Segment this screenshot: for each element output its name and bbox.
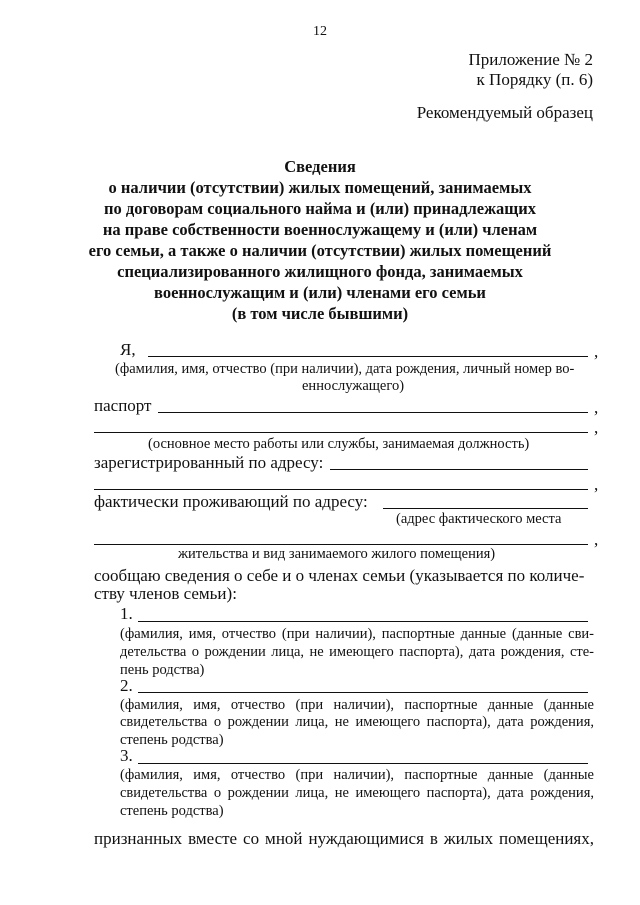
member-number: 3. [120, 746, 133, 765]
actual-address-hint: жительства и вид занимаемого жилого помещения) [178, 546, 496, 562]
member-hint: степень родства) [120, 803, 224, 819]
actual-address-field-line-2[interactable] [94, 544, 588, 545]
member-number: 2. [120, 676, 133, 695]
passport-field-line[interactable] [158, 412, 588, 413]
comma: , [594, 475, 599, 494]
member-hint: (фамилия, имя, отчество (при наличии), паспортные данные (данные сви- [120, 626, 594, 642]
fullname-hint: (фамилия, имя, отчество (при наличии), дата рождения, личный номер во- [115, 361, 575, 377]
title-line: его семьи, а также о наличии (отсутствии) жилых помещений [88, 241, 552, 260]
registered-address-label: зарегистрированный по адресу: [94, 453, 324, 472]
member-hint: свидетельства о рождении лица, не имеющего паспорта), дата рождения, [120, 714, 594, 730]
title-line: по договорам социального найма и (или) принадлежащих [104, 199, 536, 218]
i-label: Я, [120, 340, 136, 359]
workplace-hint: (основное место работы или службы, занимаемая должность) [148, 436, 530, 452]
member-hint: (фамилия, имя, отчество (при наличии), паспортные данные (данные [120, 767, 594, 783]
report-statement: сообщаю сведения о себе и о членах семьи (указывается по количе- [94, 566, 585, 585]
title-line: (в том числе бывшими) [231, 304, 409, 323]
comma: , [594, 342, 599, 361]
member-hint: пень родства) [120, 662, 205, 678]
member-hint: детельства о рождении лица, не имеющего паспорта), дата рождения, сте- [120, 644, 594, 660]
member-2-field-line[interactable] [138, 692, 588, 693]
member-hint: степень родства) [120, 732, 224, 748]
comma: , [594, 418, 599, 437]
comma: , [594, 530, 599, 549]
title-line: на праве собственности военнослужащему и (или) членам [102, 220, 538, 239]
document-title: Сведения [284, 157, 356, 176]
comma: , [594, 398, 599, 417]
title-line: военнослужащим и (или) членами его семьи [154, 283, 486, 302]
member-hint: (фамилия, имя, отчество (при наличии), паспортные данные (данные [120, 697, 594, 713]
report-statement: ству членов семьи): [94, 584, 237, 603]
member-1-field-line[interactable] [138, 621, 588, 622]
workplace-field-line[interactable] [94, 432, 588, 433]
member-3-field-line[interactable] [138, 763, 588, 764]
passport-label: паспорт [94, 396, 152, 415]
title-line: специализированного жилищного фонда, занимаемых [117, 262, 523, 281]
sample-label: Рекомендуемый образец [416, 103, 593, 122]
registered-address-field-line[interactable] [330, 469, 588, 470]
fullname-hint: еннослужащего) [302, 378, 405, 394]
appendix-reference: к Порядку (п. 6) [476, 70, 593, 89]
member-number: 1. [120, 604, 133, 623]
registered-address-field-line-2[interactable] [94, 489, 588, 490]
member-hint: свидетельства о рождении лица, не имеющего паспорта), дата рождения, [120, 785, 594, 801]
appendix-title: Приложение № 2 [468, 50, 593, 69]
page-number: 12 [313, 24, 327, 39]
fullname-field-line[interactable] [148, 356, 588, 357]
closing-statement: признанных вместе со мной нуждающимися в жилых помещениях, [94, 829, 594, 848]
actual-address-field-line[interactable] [383, 508, 588, 509]
actual-address-hint: (адрес фактического места [396, 511, 562, 527]
title-line: о наличии (отсутствии) жилых помещений, занимаемых [108, 178, 532, 197]
actual-address-label: фактически проживающий по адресу: [94, 492, 368, 511]
